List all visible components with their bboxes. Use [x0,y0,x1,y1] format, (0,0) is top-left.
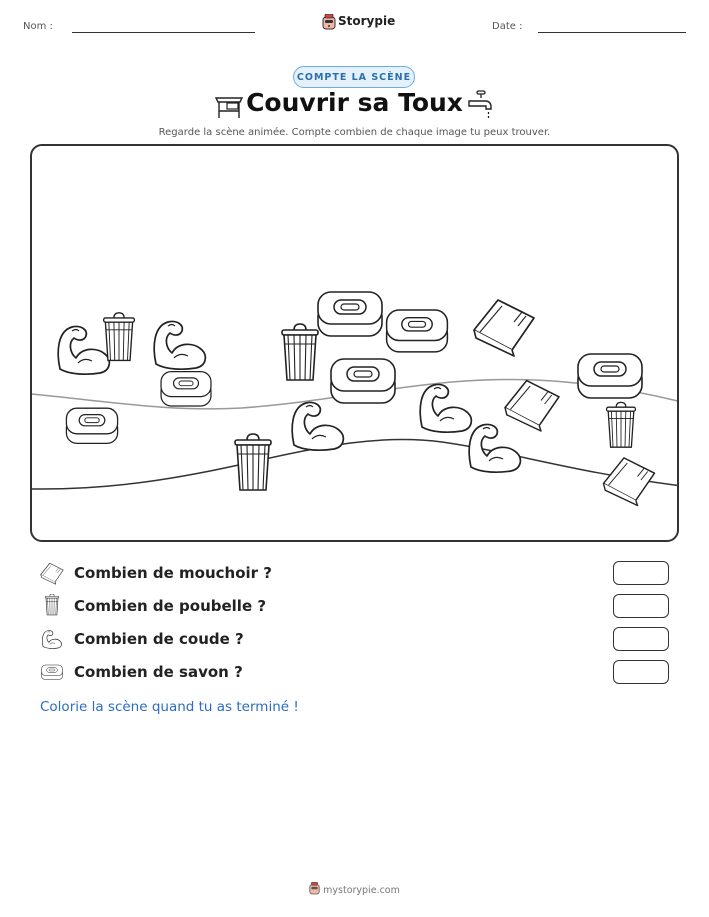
brand-name: Storypie [338,14,396,28]
instructions: Regarde la scène animée. Compte combien de chaque image tu peux trouver. [158,127,551,138]
answer-box[interactable] [613,660,669,684]
storypie-mascot-icon [322,14,336,30]
date-field[interactable] [538,32,686,33]
scene-soap [578,354,642,398]
page-title: Couvrir sa Toux [246,88,463,117]
scene-elbow [292,402,343,450]
question-row [40,627,680,653]
scene-elbow [58,326,109,374]
activity-badge: COMPTE LA SCÈNE [293,66,415,88]
answer-box[interactable] [613,594,669,618]
elbow-icon [40,627,64,651]
question-row [40,561,680,587]
scene-trash-can [104,313,135,361]
question-text: Combien de mouchoir ? [74,564,272,582]
brand-logo [322,13,396,31]
date-label: Date : [492,21,523,32]
scene-soap [387,310,448,352]
coloring-instruction: Colorie la scène quand tu as terminé ! [40,699,299,715]
scene-tissue [604,458,655,506]
question-text: Combien de poubelle ? [74,597,267,615]
soap-icon [40,660,64,684]
footer-url[interactable]: mystorypie.com [323,885,400,896]
trash-can-icon [40,594,64,618]
storypie-mascot-icon [309,882,320,895]
scene-wave-front [32,439,677,489]
scene-soap [161,372,211,406]
scene-tissue [474,300,534,356]
scene-trash-can [235,434,271,490]
name-field[interactable] [72,32,255,33]
tissue-icon [40,561,64,585]
scene-elbow [469,424,520,472]
question-row [40,660,680,686]
faucet-icon [465,89,497,121]
scene-trash-can [607,402,636,447]
question-row [40,594,680,620]
scene-soap [66,408,117,443]
answer-box[interactable] [613,627,669,651]
scene-elbow [154,321,205,369]
scene-frame [30,144,679,542]
question-text: Combien de savon ? [74,663,243,681]
scene-tissue [505,381,559,431]
question-text: Combien de coude ? [74,630,244,648]
scene-soap [318,292,382,336]
answer-box[interactable] [613,561,669,585]
footer [0,882,709,896]
scene-soap [331,359,395,403]
name-label: Nom : [23,21,53,32]
scene-illustration [32,146,677,540]
scene-elbow [420,384,471,432]
scene-trash-can [282,324,318,380]
